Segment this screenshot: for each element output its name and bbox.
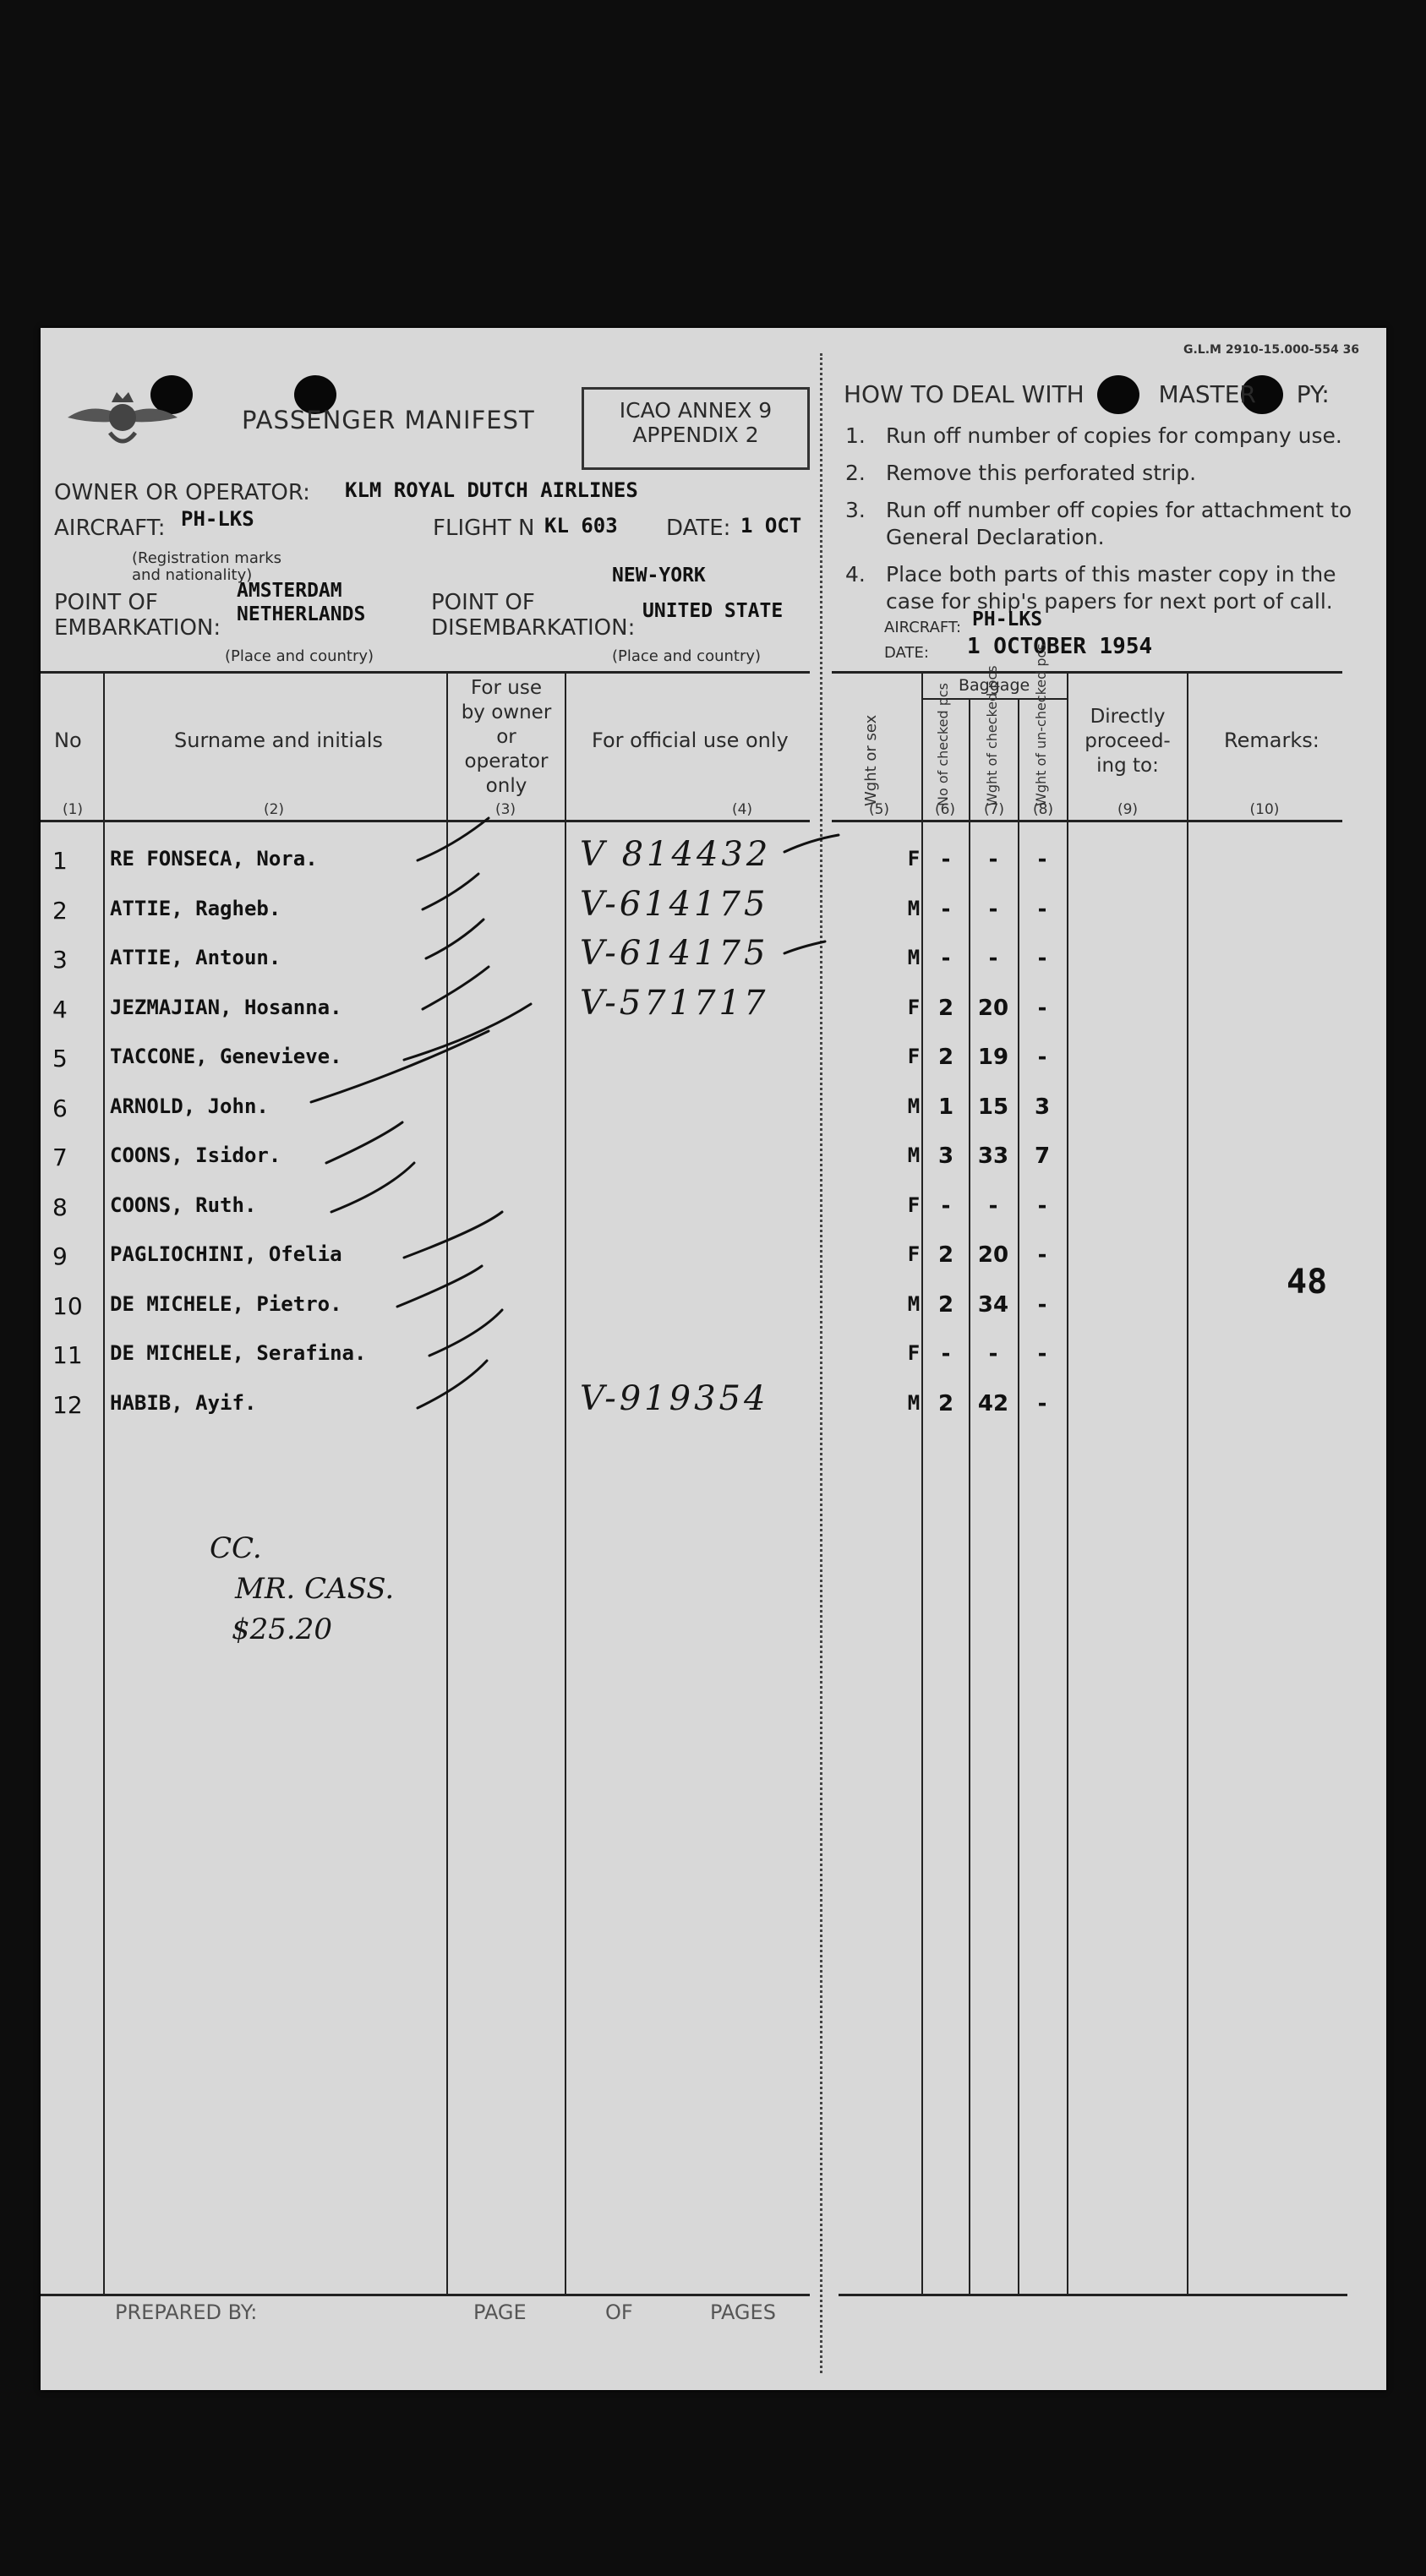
- unchecked-weight: 3: [1034, 1094, 1051, 1120]
- col-number: (1): [62, 801, 84, 818]
- checked-pieces: 2: [937, 996, 954, 1021]
- unchecked-weight: 7: [1034, 1143, 1051, 1169]
- check-mark: [784, 835, 839, 852]
- official-use-entry: V 814432: [580, 835, 772, 874]
- check-mark: [404, 1004, 531, 1060]
- passenger-no: 10: [52, 1292, 83, 1320]
- table-bottom-rule: [41, 2294, 810, 2296]
- col-directly-header: Directly proceed- ing to:: [1085, 706, 1171, 777]
- passenger-sex: F: [907, 1193, 921, 1217]
- col-number: (9): [1117, 801, 1139, 818]
- checked-weight: -: [988, 1341, 998, 1367]
- unchecked-weight: -: [1037, 1341, 1047, 1367]
- pages-label: PAGES: [710, 2300, 776, 2324]
- aircraft-note2: and nationality): [132, 566, 253, 584]
- instructions-title-tail: MASTER: [1158, 380, 1256, 408]
- col-number: (7): [983, 801, 1005, 818]
- unchecked-weight: -: [1037, 996, 1047, 1021]
- disembarkation-value2: UNITED STATE: [642, 600, 784, 622]
- check-mark: [418, 1361, 487, 1408]
- check-mark: [397, 1266, 482, 1307]
- passenger-no: 1: [52, 847, 68, 875]
- passenger-name: RE FONSECA, Nora.: [110, 847, 318, 870]
- form-code: G.L.M 2910-15.000-554 36: [1183, 343, 1360, 357]
- form-title: PASSENGER MANIFEST: [242, 406, 535, 434]
- disembarkation-note: (Place and country): [612, 647, 762, 665]
- instructions-aircraft-value: PH-LKS: [972, 609, 1043, 630]
- passenger-name: DE MICHELE, Serafina.: [110, 1341, 367, 1365]
- of-label: OF: [605, 2300, 633, 2324]
- passenger-name: HABIB, Ayif.: [110, 1391, 257, 1415]
- unchecked-weight: -: [1037, 1045, 1047, 1070]
- unchecked-weight: -: [1037, 897, 1047, 922]
- col-number: (2): [263, 801, 285, 818]
- check-mark: [404, 1212, 502, 1258]
- check-mark: [331, 1163, 414, 1212]
- passenger-name: COONS, Ruth.: [110, 1193, 257, 1217]
- check-mark: [423, 967, 489, 1009]
- unchecked-weight: -: [1037, 1193, 1047, 1219]
- passenger-name: PAGLIOCHINI, Ofelia: [110, 1242, 342, 1266]
- instructions-title-end: PY:: [1296, 380, 1330, 408]
- passenger-name: JEZMAJIAN, Hosanna.: [110, 996, 342, 1019]
- passenger-no: 12: [52, 1391, 83, 1419]
- col-surname-header: Surname and initials: [174, 729, 383, 752]
- passenger-name: COONS, Isidor.: [110, 1143, 281, 1167]
- embarkation-value1: AMSTERDAM: [237, 580, 342, 602]
- checked-weight: -: [988, 946, 998, 971]
- passenger-sex: M: [907, 1094, 921, 1118]
- check-mark: [418, 818, 489, 860]
- col-no-checked-header: No of checked pcs: [935, 683, 951, 806]
- owner-label: OWNER OR OPERATOR:: [54, 480, 310, 505]
- passenger-sex: F: [907, 1045, 921, 1068]
- checked-weight: 19: [977, 1045, 1009, 1070]
- aircraft-value: PH-LKS: [181, 507, 254, 531]
- col-number: (6): [934, 801, 956, 818]
- checked-weight: -: [988, 847, 998, 872]
- instruction-item-line2: case for ship's papers for next port of call.: [886, 589, 1333, 614]
- checked-pieces: -: [941, 1193, 951, 1219]
- embarkation-label2: EMBARKATION:: [54, 615, 221, 641]
- checked-pieces: -: [941, 1341, 951, 1367]
- unchecked-weight: -: [1037, 1242, 1047, 1268]
- checked-weight: 20: [977, 996, 1009, 1021]
- prepared-by-label: PREPARED BY:: [115, 2300, 258, 2324]
- passenger-name: DE MICHELE, Pietro.: [110, 1292, 342, 1316]
- instruction-item: 1. Run off number of copies for company use.: [845, 423, 1342, 448]
- icao-line2: APPENDIX 2: [632, 423, 759, 447]
- passenger-sex: F: [907, 1341, 921, 1365]
- col-baggage-header: Baggage: [959, 676, 1030, 695]
- checked-pieces: 2: [937, 1242, 954, 1268]
- passenger-name: ARNOLD, John.: [110, 1094, 269, 1118]
- passenger-name: ATTIE, Antoun.: [110, 946, 281, 969]
- passenger-sex: M: [907, 1391, 921, 1415]
- check-mark: [326, 1122, 402, 1163]
- instruction-item: 4. Place both parts of this master copy in the: [845, 562, 1336, 587]
- check-mark: [423, 874, 478, 909]
- checked-pieces: 1: [937, 1094, 954, 1120]
- unchecked-weight: -: [1037, 946, 1047, 971]
- check-mark: [311, 1031, 489, 1102]
- check-mark: [426, 920, 484, 958]
- col-remarks-header: Remarks:: [1224, 729, 1319, 752]
- handwritten-line: $25.20: [232, 1613, 332, 1646]
- checked-weight: 42: [977, 1391, 1009, 1416]
- table-bottom-rule: [839, 2294, 1347, 2296]
- check-mark: [784, 941, 825, 953]
- official-use-entry: V-614175: [580, 885, 769, 924]
- icao-line1: ICAO ANNEX 9: [619, 398, 773, 423]
- embarkation-note: (Place and country): [225, 647, 374, 665]
- check-marks: [41, 328, 1386, 1427]
- passenger-sex: M: [907, 1143, 921, 1167]
- handwritten-line: MR. CASS.: [235, 1572, 395, 1606]
- checked-weight: 20: [977, 1242, 1009, 1268]
- instructions-title-text: HOW TO DEAL WITH: [844, 380, 1085, 408]
- passenger-sex: F: [907, 1242, 921, 1266]
- passenger-no: 4: [52, 996, 68, 1023]
- col-no-header: No: [54, 729, 82, 752]
- checked-pieces: 2: [937, 1391, 954, 1416]
- remarks-number: 48: [1287, 1263, 1328, 1302]
- date-value: 1 OCT: [740, 514, 802, 538]
- passenger-name: TACCONE, Genevieve.: [110, 1045, 342, 1068]
- aircraft-note1: (Registration marks: [132, 549, 282, 567]
- checked-weight: 34: [977, 1292, 1009, 1318]
- passenger-no: 7: [52, 1143, 68, 1171]
- instructions-date-label: DATE:: [884, 644, 929, 662]
- checked-pieces: -: [941, 847, 951, 872]
- handwritten-note: [201, 1528, 394, 1650]
- col-official-header: For official use only: [592, 729, 789, 752]
- official-use-entry: V-919354: [580, 1379, 769, 1418]
- passenger-no: 5: [52, 1045, 68, 1072]
- instructions-date-value: 1 OCTOBER 1954: [967, 634, 1153, 659]
- passenger-no: 2: [52, 897, 68, 925]
- instructions-aircraft-label: AIRCRAFT:: [884, 619, 962, 636]
- checked-weight: 33: [977, 1143, 1009, 1169]
- unchecked-weight: -: [1037, 1391, 1047, 1416]
- embarkation-label1: POINT OF: [54, 590, 158, 615]
- col-number: (5): [868, 801, 890, 818]
- unchecked-weight: -: [1037, 1292, 1047, 1318]
- date-label: DATE:: [666, 516, 731, 541]
- flight-value: KL 603: [544, 514, 618, 538]
- flight-label: FLIGHT N: [433, 516, 535, 541]
- aircraft-label: AIRCRAFT:: [54, 516, 166, 541]
- page-label: PAGE: [473, 2300, 527, 2324]
- col-number: (8): [1032, 801, 1054, 818]
- passenger-no: 9: [52, 1242, 68, 1270]
- disembarkation-label2: DISEMBARKATION:: [431, 615, 636, 641]
- passenger-sex: M: [907, 897, 921, 920]
- instruction-item-line2: General Declaration.: [886, 525, 1105, 549]
- unchecked-weight: -: [1037, 847, 1047, 872]
- passenger-no: 3: [52, 946, 68, 974]
- col-number: (10): [1249, 801, 1280, 818]
- col-number: (4): [731, 801, 753, 818]
- col-number: (3): [494, 801, 516, 818]
- checked-pieces: -: [941, 946, 951, 971]
- official-use-entry: V-614175: [580, 934, 769, 973]
- owner-value: KLM ROYAL DUTCH AIRLINES: [345, 478, 638, 502]
- embarkation-value2: NETHERLANDS: [237, 603, 366, 625]
- passenger-sex: F: [907, 996, 921, 1019]
- checked-weight: -: [988, 897, 998, 922]
- passenger-sex: M: [907, 946, 921, 969]
- manifest-page: [41, 328, 1386, 2390]
- handwritten-line: CC.: [210, 1531, 262, 1565]
- col-wght-sex-header: Wght or sex: [862, 714, 880, 806]
- col-wght-unchecked-header: Wght of un-checked pcs: [1033, 643, 1049, 806]
- official-use-entry: V-571717: [580, 984, 769, 1023]
- passenger-name: ATTIE, Ragheb.: [110, 897, 281, 920]
- passenger-no: 6: [52, 1094, 68, 1122]
- col-wght-checked-header: Wght of checked pcs: [984, 665, 1000, 806]
- checked-weight: -: [988, 1193, 998, 1219]
- disembarkation-label1: POINT OF: [431, 590, 535, 615]
- passenger-no: 8: [52, 1193, 68, 1221]
- checked-pieces: 3: [937, 1143, 954, 1169]
- instruction-item: 3. Run off number off copies for attachment to: [845, 498, 1352, 522]
- col-owner-use-header: For use by owner or operator only: [461, 677, 552, 797]
- passenger-sex: F: [907, 847, 921, 870]
- instruction-item: 2. Remove this perforated strip.: [845, 461, 1197, 485]
- checked-weight: 15: [977, 1094, 1009, 1120]
- checked-pieces: -: [941, 897, 951, 922]
- checked-pieces: 2: [937, 1292, 954, 1318]
- disembarkation-value1: NEW-YORK: [612, 565, 706, 587]
- passenger-sex: M: [907, 1292, 921, 1316]
- passenger-no: 11: [52, 1341, 83, 1369]
- checked-pieces: 2: [937, 1045, 954, 1070]
- check-mark: [429, 1310, 502, 1356]
